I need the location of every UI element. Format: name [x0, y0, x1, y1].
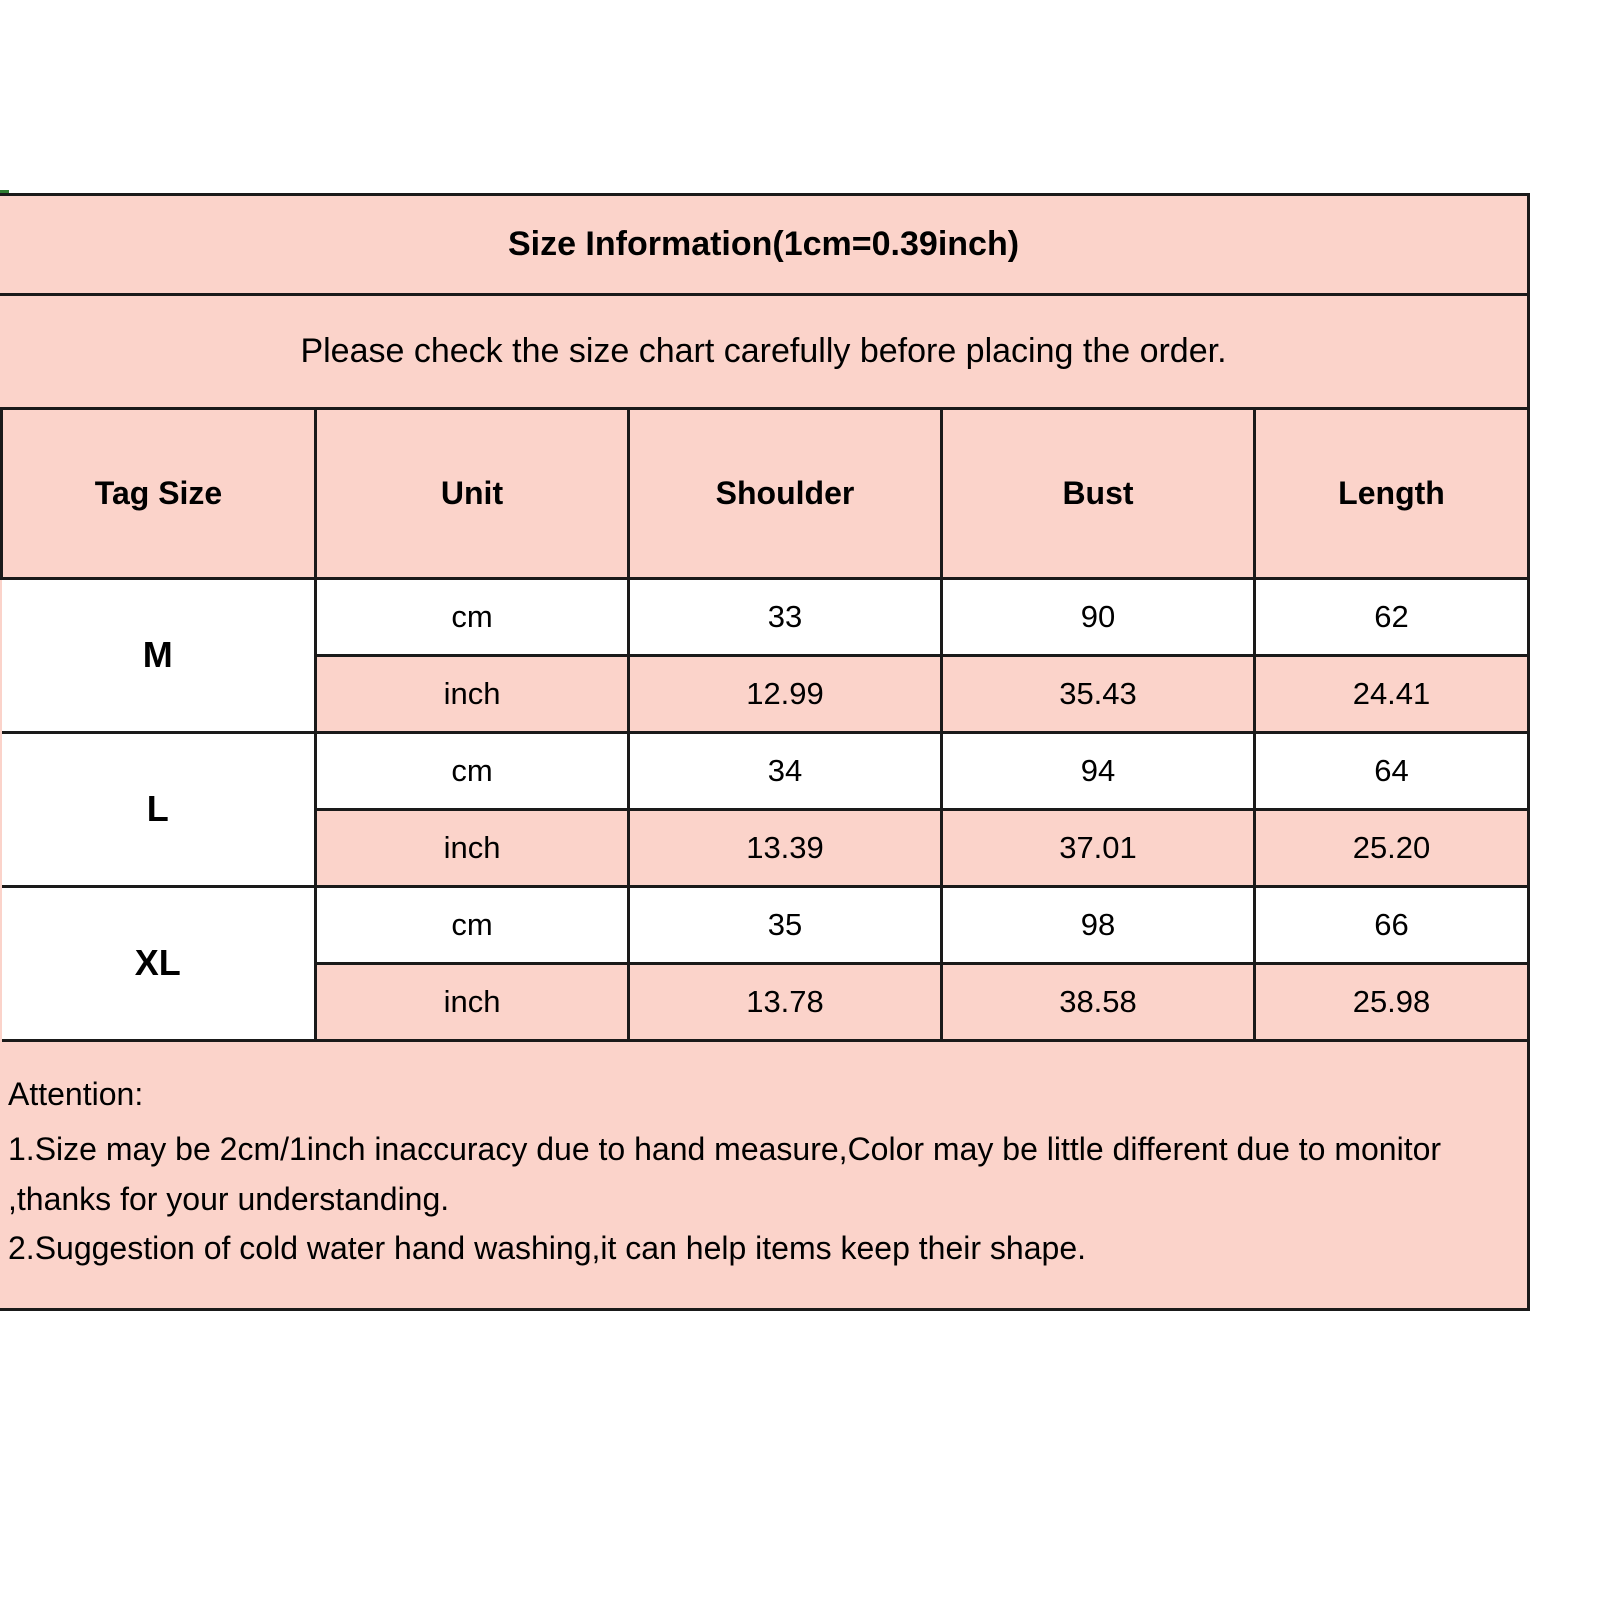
tag-size-cell: M [2, 578, 316, 732]
table-row [2, 732, 1529, 809]
column-header-bust: Bust [942, 410, 1255, 578]
column-header-unit: Unit [316, 410, 629, 578]
tag-size-cell: XL [2, 886, 316, 1040]
length-cell: 64 [1255, 732, 1529, 809]
shoulder-cell: 35 [629, 886, 942, 963]
unit-cell: cm [316, 578, 629, 655]
shoulder-cell: 34 [629, 732, 942, 809]
table-row [2, 578, 1529, 655]
attention-note-1-continued: ,thanks for your understanding. [8, 1180, 450, 1217]
bust-cell: 35.43 [942, 655, 1255, 732]
unit-cell: inch [316, 809, 629, 886]
chart-title: Size Information(1cm=0.39inch) [507, 225, 1020, 263]
attention-note-1: 1.Size may be 2cm/1inch inaccuracy due to hand measure,Color may be little different due to monitor [8, 1131, 1442, 1168]
length-cell: 25.20 [1255, 809, 1529, 886]
unit-cell: inch [316, 963, 629, 1040]
chart-subtitle-row [0, 296, 1527, 410]
unit-cell: cm [316, 886, 629, 963]
column-header-tag-size: Tag Size [2, 410, 316, 578]
bust-cell: 38.58 [942, 963, 1255, 1040]
shoulder-cell: 12.99 [629, 655, 942, 732]
attention-heading: Attention: [8, 1075, 144, 1112]
length-cell: 24.41 [1255, 655, 1529, 732]
bust-cell: 98 [942, 886, 1255, 963]
length-cell: 62 [1255, 578, 1529, 655]
size-chart-sheet [0, 193, 1530, 1311]
column-header-shoulder: Shoulder [629, 410, 942, 578]
tag-size-cell: L [2, 732, 316, 886]
chart-subtitle: Please check the size chart carefully before placing the order. [300, 332, 1227, 370]
attention-note-2: 2.Suggestion of cold water hand washing,it can help items keep their shape. [8, 1230, 1086, 1267]
bust-cell: 94 [942, 732, 1255, 809]
shoulder-cell: 13.78 [629, 963, 942, 1040]
bust-cell: 90 [942, 578, 1255, 655]
bust-cell: 37.01 [942, 809, 1255, 886]
column-header-length: Length [1255, 410, 1529, 578]
shoulder-cell: 33 [629, 578, 942, 655]
table-row [2, 886, 1529, 963]
length-cell: 25.98 [1255, 963, 1529, 1040]
chart-title-row [0, 196, 1527, 296]
unit-cell: inch [316, 655, 629, 732]
table-header-row [2, 410, 1529, 578]
size-table [0, 410, 1530, 1042]
unit-cell: cm [316, 732, 629, 809]
length-cell: 66 [1255, 886, 1529, 963]
shoulder-cell: 13.39 [629, 809, 942, 886]
attention-block [0, 1042, 1527, 1308]
